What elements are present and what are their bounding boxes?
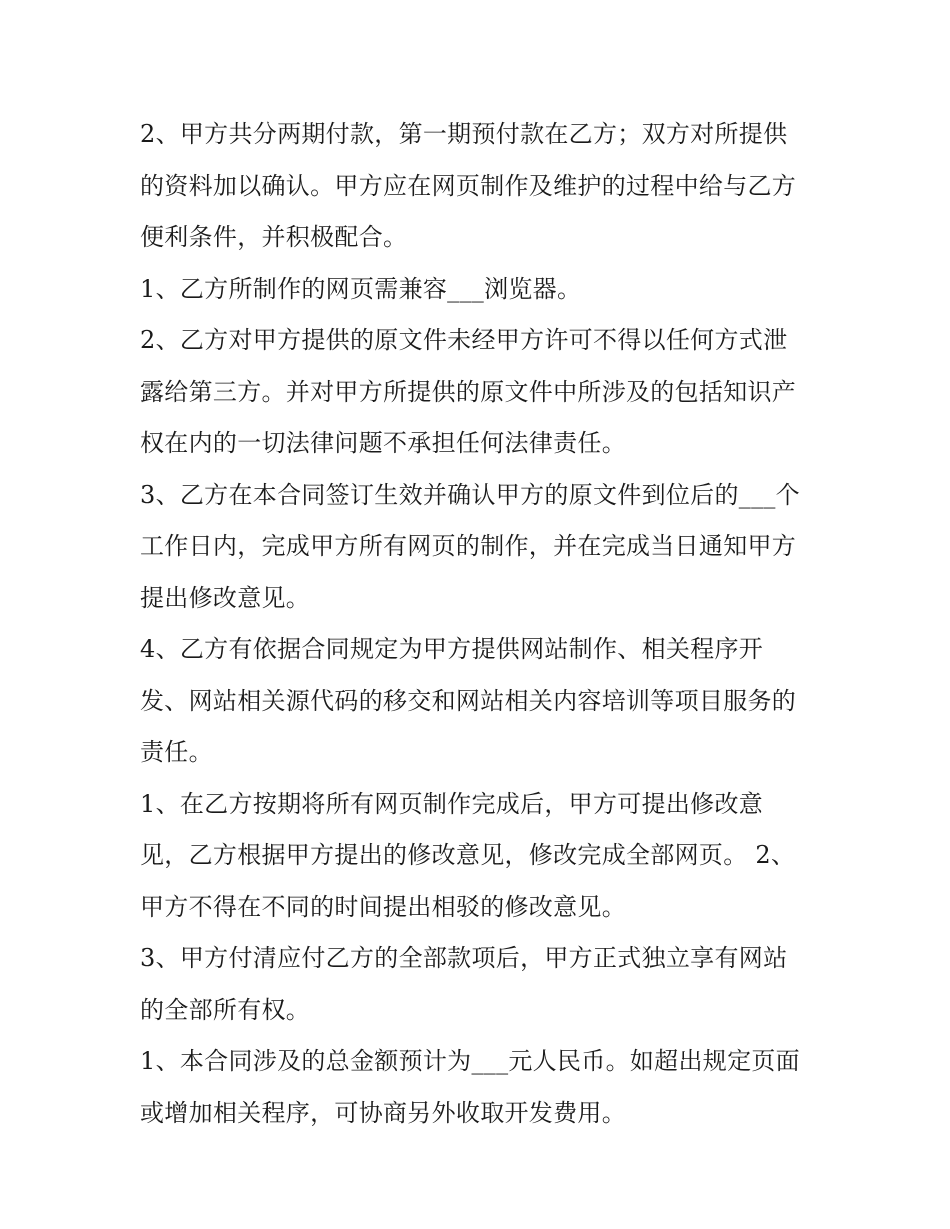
text-line: 责任。 xyxy=(140,738,213,766)
text-line: 权在内的一切法律问题不承担任何法律责任。 xyxy=(140,429,626,457)
text-line: 4、乙方有依据合同规定为甲方提供网站制作、相关程序开 xyxy=(140,635,764,663)
text-line: 2、甲方共分两期付款，第一期预付款在乙方；双方对所提供 xyxy=(140,120,788,148)
text-line: 的全部所有权。 xyxy=(140,995,311,1024)
text-line: 的资料加以确认。甲方应在网页制作及维护的过程中给与乙方 xyxy=(140,171,797,200)
text-line: 2、乙方对甲方提供的原文件未经甲方许可不得以任何方式泄 xyxy=(140,326,788,354)
text-line: 见，乙方根据甲方提出的修改意见，修改完成全部网页。 2、 xyxy=(140,841,796,869)
text-line: 或增加相关程序，可协商另外收取开发费用。 xyxy=(140,1098,626,1127)
text-line: 便利条件，并积极配合。 xyxy=(140,223,408,251)
text-line: 露给第三方。并对甲方所提供的原文件中所涉及的包括知识产 xyxy=(140,377,797,406)
text-line: 3、甲方付清应付乙方的全部款项后，甲方正式独立享有网站 xyxy=(140,944,788,972)
text-line: 1、在乙方按期将所有网页制作完成后，甲方可提出修改意 xyxy=(140,789,764,818)
document-body xyxy=(140,109,820,1139)
text-line: 甲方不得在不同的时间提出相驳的修改意见。 xyxy=(140,892,626,921)
text-line: 1、本合同涉及的总金额预计为___元人民币。如超出规定页面 xyxy=(140,1047,800,1075)
text-line: 工作日内，完成甲方所有网页的制作，并在完成当日通知甲方 xyxy=(140,532,797,560)
text-line: 3、乙方在本合同签订生效并确认甲方的原文件到位后的___个 xyxy=(140,480,800,509)
text-line: 发、网站相关源代码的移交和网站相关内容培训等项目服务的 xyxy=(140,686,797,715)
text-line: 1、乙方所制作的网页需兼容___浏览器。 xyxy=(140,274,582,303)
text-line: 提出修改意见。 xyxy=(140,583,311,612)
